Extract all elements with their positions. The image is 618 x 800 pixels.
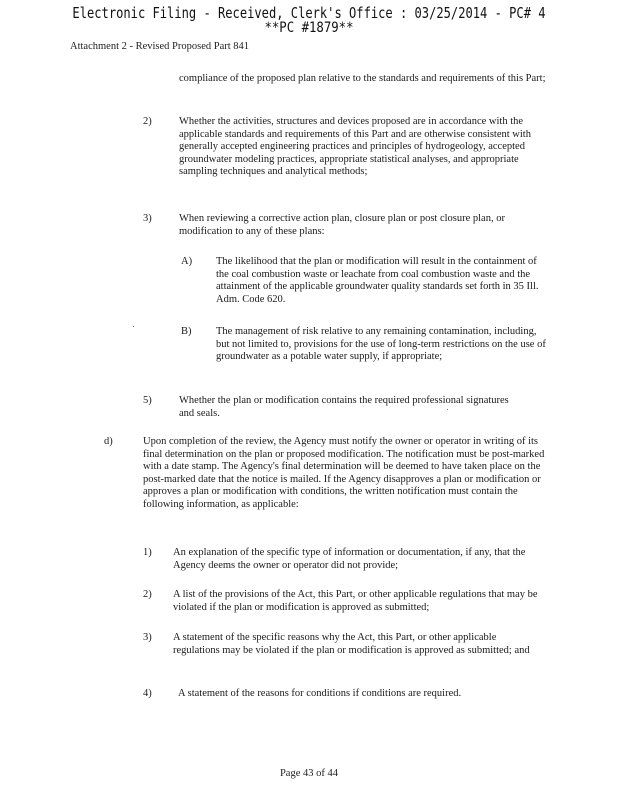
pc-number: **PC #1879** [264,20,354,36]
page-footer: Page 43 of 44 [279,768,339,779]
filing-stamp: Electronic Filing - Received, Clerk's Office : 03/25/2014 - PC# 4 [72,4,546,22]
item-2-number: 2) [143,116,152,127]
continuation-text: compliance of the proposed plan relative to the standards and requirements of this Part; [179,73,546,84]
section-d-item-1-text: An explanation of the specific type of information or documentation, if any, that the Agency deems the owner or operator did not provide; [173,547,526,571]
section-d-letter: d) [104,436,113,447]
scan-speck [133,326,134,327]
item-5-number: 5) [143,395,152,406]
item-3-number: 3) [143,213,152,224]
section-d-item-2-number: 2) [143,589,152,600]
page-header: Attachment 2 - Revised Proposed Part 841 [70,41,250,52]
section-d-item-3-number: 3) [143,632,152,643]
item-3a-text: The likelihood that the plan or modification will result in the containment of the coal combustion waste or leachate from coal combustion waste and the attainment of the applicable groundwater quality standards set forth in 35 Ill. Adm. Code 620. [216,256,539,305]
section-d-item-4-number: 4) [143,688,152,699]
item-3b-number: B) [181,326,192,337]
section-d-text: Upon completion of the review, the Agency must notify the owner or operator in writing of its final determination on the plan or proposed modification. The notification must be post-marked with a date stamp. The Agency's final determination will be deemed to have taken place on the post-marked date that the notice is mailed. If the Agency disapproves a plan or modification or approves a plan or modification with conditions, the written notification must contain the following information, as applicable: [143,436,545,510]
section-d-item-3-text: A statement of the specific reasons why the Act, this Part, or other applicable regulations may be violated if the plan or modification is approved as submitted; and [173,632,530,656]
item-3-text: When reviewing a corrective action plan, closure plan or post closure plan, or modification to any of these plans: [179,213,505,237]
item-2-text: Whether the activities, structures and devices proposed are in accordance with the applicable standards and requirements of this Part and are otherwise consistent with generally accepted engineering practices and principles of hydrogeology, accepted groundwater modeling practices, appropriate statistical analyses, and appropriate sampling techniques and analytical methods; [179,116,531,178]
section-d-item-4-text: A statement of the reasons for conditions if conditions are required. [178,688,462,699]
item-5-text: Whether the plan or modification contains the required professional signatures and seals. [179,395,509,419]
item-3b-text: The management of risk relative to any remaining contamination, including, but not limited to, provisions for the use of long-term restrictions on the use of groundwater as a potable water supply, if appropriate; [216,326,546,363]
section-d-item-1-number: 1) [143,547,152,558]
scan-speck [447,409,448,410]
section-d-item-2-text: A list of the provisions of the Act, this Part, or other applicable regulations that may be violated if the plan or modification is approved as submitted; [173,589,538,613]
item-3a-number: A) [181,256,193,267]
